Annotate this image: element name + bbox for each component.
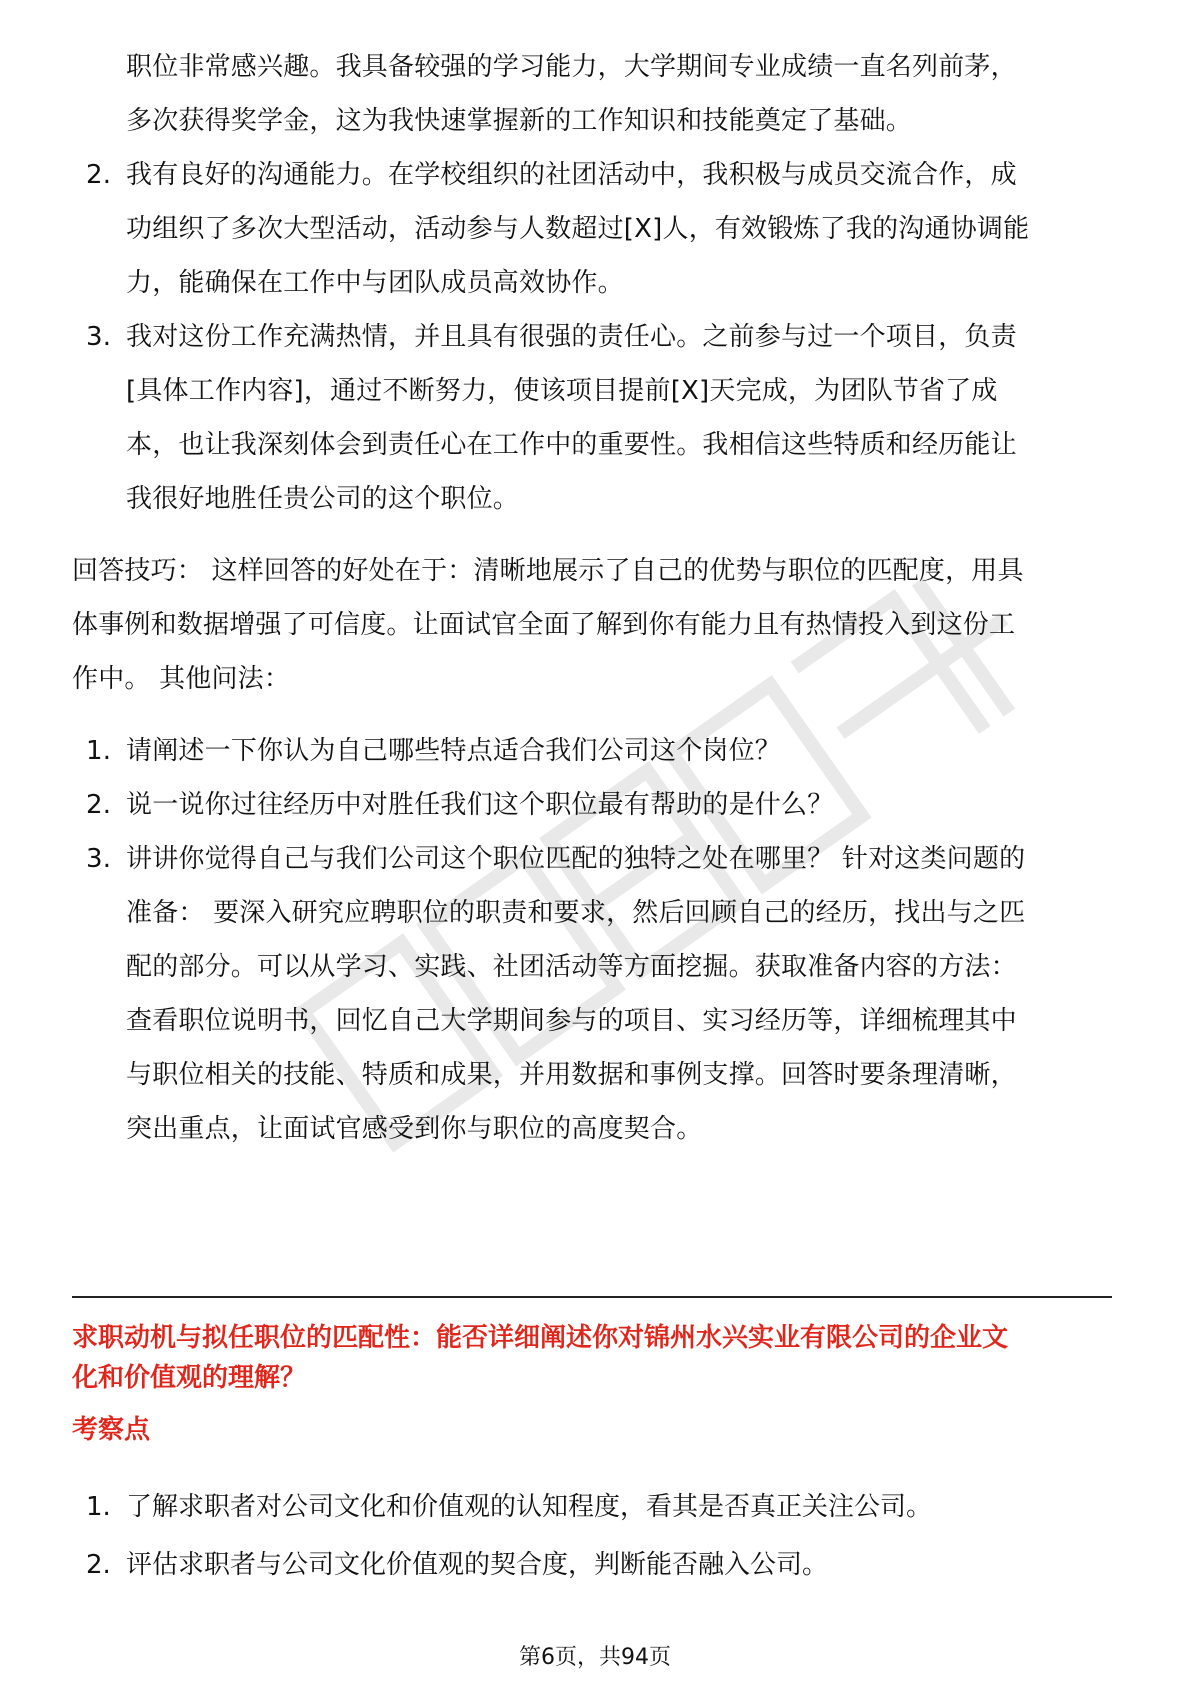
- list-item-text: 我对这份工作充满热情，并且具有很强的责任心。之前参与过一个项目，负责: [126, 322, 1017, 352]
- answer-item: [72, 148, 1112, 310]
- list-number: 3.: [86, 844, 112, 874]
- list-item-text: 请阐述一下你认为自己哪些特点适合我们公司这个岗位？: [126, 736, 782, 766]
- list-item-text: 突出重点，让面试官感受到你与职位的高度契合。: [126, 1114, 703, 1144]
- list-number: 2.: [86, 160, 112, 190]
- list-number: 1.: [86, 736, 112, 766]
- tips-line: 回答技巧： 这样回答的好处在于：清晰地展示了自己的优势与职位的匹配度，用具: [72, 556, 1024, 586]
- list-number: 2.: [86, 1550, 111, 1580]
- list-item-text: 说一说你过往经历中对胜任我们这个职位最有帮助的是什么？: [126, 790, 834, 820]
- list-item-text: 查看职位说明书，回忆自己大学期间参与的项目、实习经历等，详细梳理其中: [126, 1006, 1017, 1036]
- list-item-text: [具体工作内容]，通过不断努力，使该项目提前[X]天完成，为团队节省了成: [126, 376, 998, 406]
- list-item-text: 本，也让我深刻体会到责任心在工作中的重要性。我相信这些特质和经历能让: [126, 430, 1017, 460]
- section-divider: [72, 1296, 1112, 1298]
- answer-item: [72, 310, 1112, 526]
- list-item-text: 评估求职者与公司文化价值观的契合度，判断能否融入公司。: [126, 1550, 829, 1580]
- section-heading-line: 化和价值观的理解？: [72, 1363, 307, 1393]
- section-heading: [72, 1318, 1112, 1398]
- other-questions-list: [72, 724, 1112, 1156]
- list-item: [72, 1478, 1112, 1536]
- section-subheading: 考察点: [72, 1415, 151, 1445]
- list-item-text: 我很好地胜任贵公司的这个职位。: [126, 484, 520, 514]
- page-footer: 第6页，共94页: [519, 1645, 671, 1670]
- list-number: 1.: [86, 1492, 111, 1522]
- section-heading-line: 求职动机与拟任职位的匹配性：能否详细阐述你对锦州水兴实业有限公司的企业文: [72, 1323, 1009, 1353]
- intro-line: 职位非常感兴趣。我具备较强的学习能力，大学期间专业成绩一直名列前茅，: [126, 52, 1017, 82]
- list-item-text: 配的部分。可以从学习、实践、社团活动等方面挖掘。获取准备内容的方法：: [126, 952, 1017, 982]
- list-item-text: 我有良好的沟通能力。在学校组织的社团活动中，我积极与成员交流合作，成: [126, 160, 1017, 190]
- list-item-text: 准备： 要深入研究应聘职位的职责和要求，然后回顾自己的经历，找出与之匹: [126, 898, 1026, 928]
- list-item-text: 功组织了多次大型活动，活动参与人数超过[X]人，有效锻炼了我的沟通协调能: [126, 214, 1030, 244]
- list-number: 2.: [86, 790, 112, 820]
- tips-paragraph: [72, 544, 1112, 706]
- list-item-text: 力，能确保在工作中与团队成员高效协作。: [126, 268, 624, 298]
- list-item-text: 了解求职者对公司文化和价值观的认知程度，看其是否真正关注公司。: [126, 1492, 933, 1522]
- assessment-points-list: [72, 1478, 1112, 1594]
- list-item: [72, 1536, 1112, 1594]
- intro-line: 多次获得奖学金，这为我快速掌握新的工作知识和技能奠定了基础。: [126, 106, 913, 136]
- list-item-text: 与职位相关的技能、特质和成果，并用数据和事例支撑。回答时要条理清晰，: [126, 1060, 1017, 1090]
- list-item-text: 讲讲你觉得自己与我们公司这个职位匹配的独特之处在哪里？ 针对这类问题的: [126, 844, 1026, 874]
- tips-line: 作中。 其他问法：: [72, 664, 291, 694]
- tips-line: 体事例和数据增强了可信度。让面试官全面了解到你有能力且有热情投入到这份工: [72, 610, 1016, 640]
- list-number: 3.: [86, 322, 112, 352]
- main-content: [72, 40, 1112, 1156]
